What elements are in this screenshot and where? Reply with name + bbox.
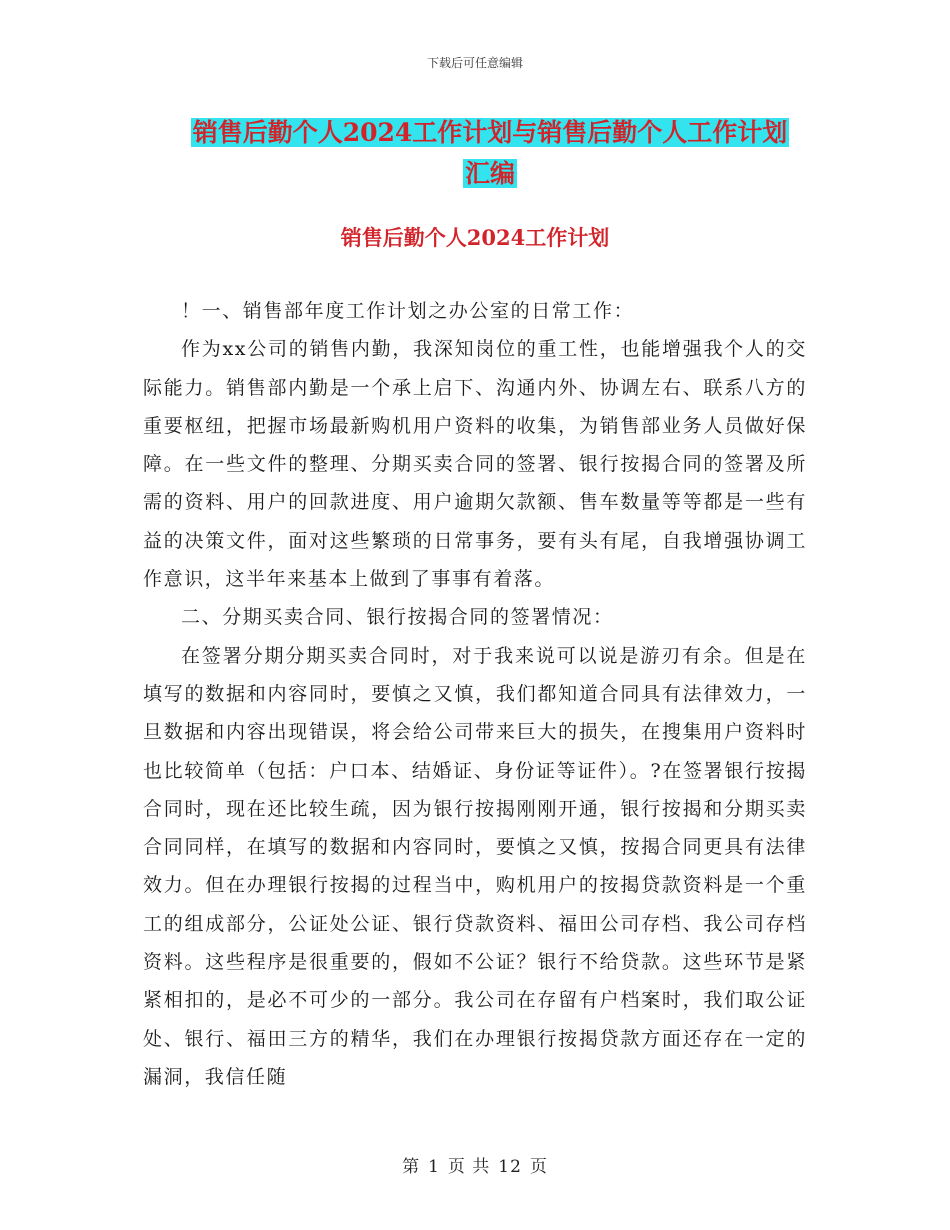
document-title-line-2: 汇编 [464, 159, 515, 188]
paragraph: 二、分期买卖合同、银行按揭合同的签署情况： [181, 606, 614, 629]
footer-middle: 页 共 [447, 1157, 491, 1177]
page-total: 12 [498, 1157, 522, 1177]
document-title-line-1: 销售后勤个人2024工作计划与销售后勤个人工作计划 [192, 118, 788, 147]
footer-prefix: 第 [402, 1157, 421, 1177]
paragraph: ！一、销售部年度工作计划之办公室的日常工作： [181, 300, 635, 322]
footer-suffix: 页 [529, 1157, 548, 1177]
paragraph: 作为xx公司的销售内勤，我深知岗位的重工性，也能增强我个人的交际能力。销售部内勤是一个承上启下、沟通内外、协调左右、联系八方的重要枢纽，把握市场最新购机用户资料的收集，为销售部业务人员做好保障。在一些文件的整理、分期买卖合同的签署、银行按揭合同的签署及所需的资料、用户的回款进度、用户逾期欠款额、售车数量等等都是一些有益的决策文件，面对这些繁琐的日常事务，要有头有尾，自我增强协调工作意识，这半年来基本上做到了事事有着落。 [143, 338, 807, 591]
header-note: 下载后可任意编辑 [426, 56, 523, 70]
page-number: 1 [428, 1157, 440, 1177]
page-footer [0, 1152, 950, 1177]
paragraph: 在签署分期分期买卖合同时，对于我来说可以说是游刃有余。但是在填写的数据和内容同时，要慎之又慎，我们都知道合同具有法律效力，一旦数据和内容出现错误，将会给公司带来巨大的损失，在搜集用户资料时也比较简单（包括：户口本、结婚证、身份证等证件）。?在签署银行按揭合同时，现在还比较生疏，因为银行按揭刚刚开通，银行按揭和分期买卖合同同样，在填写的数据和内容同时，要慎之又慎，按揭合同更具有法律效力。但在办理银行按揭的过程当中，购机用户的按揭贷款资料是一个重工的组成部分，公证处公证、银行贷款资料、福田公司存档、我公司存档资料。这些程序是很重要的，假如不公证？银行不给贷款。这些环节是紧紧相扣的，是必不可少的一部分。我公司在存留有户档案时，我们取公证处、银行、福田三方的精华，我们在办理银行按揭贷款方面还存在一定的漏洞，我信任随 [143, 644, 807, 1088]
section-title: 销售后勤个人2024工作计划 [340, 225, 610, 250]
document-body [143, 292, 807, 1096]
document-title [140, 112, 840, 194]
